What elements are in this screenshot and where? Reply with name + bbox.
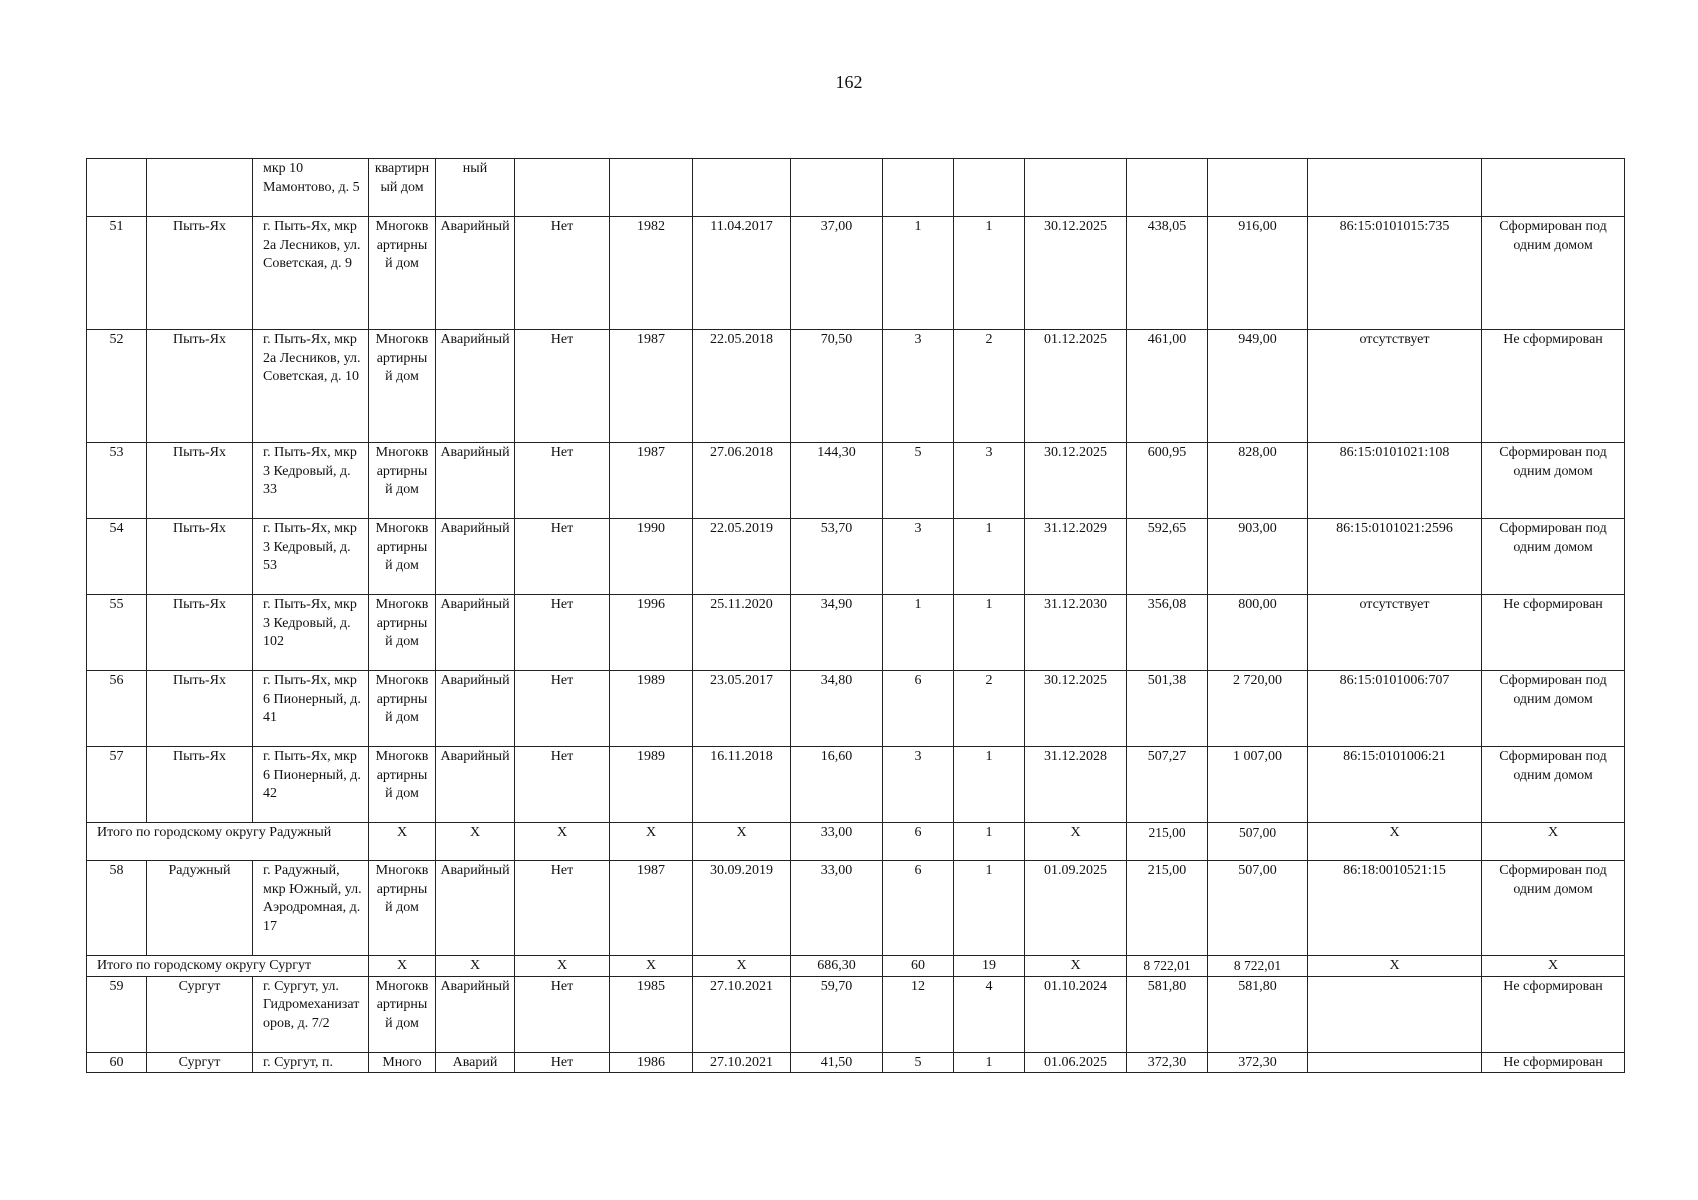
cell-deadline: 30.12.2025 <box>1025 217 1127 330</box>
cell-type: Многоквартирный дом <box>369 861 436 956</box>
cell-year: 1996 <box>610 595 693 671</box>
cell-land: Не сформирован <box>1482 595 1625 671</box>
cell-v2 <box>1208 159 1308 217</box>
cell-type: квартирный дом <box>369 159 436 217</box>
cell-num: 59 <box>87 976 147 1052</box>
cell-cad: X <box>1308 823 1482 861</box>
cell-date: 16.11.2018 <box>693 747 791 823</box>
cell-c1: 6 <box>883 823 954 861</box>
cell-c1: 6 <box>883 861 954 956</box>
cell-deadline: 31.12.2030 <box>1025 595 1127 671</box>
cell-land: X <box>1482 823 1625 861</box>
cell-c2: 1 <box>954 1052 1025 1073</box>
cell-land: Сформирован под одним домом <box>1482 671 1625 747</box>
cell-cad: отсутствует <box>1308 595 1482 671</box>
cell-land: Сформирован под одним домом <box>1482 861 1625 956</box>
cell-v2: 507,00 <box>1208 823 1308 861</box>
total-row <box>87 823 1625 861</box>
cell-deadline: 01.12.2025 <box>1025 330 1127 443</box>
cell-status: Аварийный <box>436 519 515 595</box>
cell-address: г. Радужный, мкр Южный, ул. Аэродромная, д. 17 <box>253 861 369 956</box>
cell-v1: 501,38 <box>1127 671 1208 747</box>
cell-v1: 592,65 <box>1127 519 1208 595</box>
cell-c1: 12 <box>883 976 954 1052</box>
cell-c1: 3 <box>883 330 954 443</box>
cell-v2: 8 722,01 <box>1208 956 1308 977</box>
cell-area: 144,30 <box>791 443 883 519</box>
cell-cad: 86:15:0101021:108 <box>1308 443 1482 519</box>
cell-type: X <box>369 956 436 977</box>
cell-c2: 1 <box>954 519 1025 595</box>
cell-c1: 6 <box>883 671 954 747</box>
cell-address: г. Сургут, п. <box>253 1052 369 1073</box>
cell-rel: Нет <box>515 747 610 823</box>
cell-c2: 1 <box>954 217 1025 330</box>
cell-rel: Нет <box>515 330 610 443</box>
cell-c1: 5 <box>883 443 954 519</box>
cell-v2: 1 007,00 <box>1208 747 1308 823</box>
cell-city <box>147 159 253 217</box>
cell-deadline: 31.12.2029 <box>1025 519 1127 595</box>
cell-v1: 438,05 <box>1127 217 1208 330</box>
cell-land: Не сформирован <box>1482 1052 1625 1073</box>
cell-num: 52 <box>87 330 147 443</box>
table-row <box>87 1052 1625 1073</box>
cell-num: 60 <box>87 1052 147 1073</box>
cell-v1: 8 722,01 <box>1127 956 1208 977</box>
cell-cad: 86:18:0010521:15 <box>1308 861 1482 956</box>
cell-num: 57 <box>87 747 147 823</box>
cell-v1: 507,27 <box>1127 747 1208 823</box>
cell-deadline <box>1025 159 1127 217</box>
cell-v1: 356,08 <box>1127 595 1208 671</box>
cell-rel: Нет <box>515 443 610 519</box>
cell-type: Многоквартирный дом <box>369 443 436 519</box>
cell-date: 25.11.2020 <box>693 595 791 671</box>
housing-table <box>86 158 1625 1073</box>
cell-status: Аварийный <box>436 595 515 671</box>
cell-num: 54 <box>87 519 147 595</box>
cell-year: 1987 <box>610 443 693 519</box>
cell-v2: 372,30 <box>1208 1052 1308 1073</box>
cell-cad: 86:15:0101021:2596 <box>1308 519 1482 595</box>
cell-status: X <box>436 823 515 861</box>
table-row <box>87 330 1625 443</box>
cell-area: 59,70 <box>791 976 883 1052</box>
cell-date: 22.05.2019 <box>693 519 791 595</box>
cell-status: X <box>436 956 515 977</box>
cell-land: Не сформирован <box>1482 330 1625 443</box>
cell-status: Аварийный <box>436 747 515 823</box>
cell-area: 686,30 <box>791 956 883 977</box>
cell-address: г. Пыть-Ях, мкр 3 Кедровый, д. 33 <box>253 443 369 519</box>
cell-status: Аварийный <box>436 217 515 330</box>
table-row <box>87 595 1625 671</box>
cell-status: ный <box>436 159 515 217</box>
cell-date: 27.10.2021 <box>693 1052 791 1073</box>
table-row <box>87 976 1625 1052</box>
cell-date: X <box>693 956 791 977</box>
cell-land <box>1482 159 1625 217</box>
cell-area: 16,60 <box>791 747 883 823</box>
cell-date: 30.09.2019 <box>693 861 791 956</box>
cell-city: Сургут <box>147 976 253 1052</box>
cell-date: 11.04.2017 <box>693 217 791 330</box>
cell-type: Многоквартирный дом <box>369 217 436 330</box>
cell-c2: 1 <box>954 747 1025 823</box>
cell-deadline: X <box>1025 956 1127 977</box>
cell-type: Многоквартирный дом <box>369 330 436 443</box>
cell-num: 58 <box>87 861 147 956</box>
cell-c2: 19 <box>954 956 1025 977</box>
cell-c2 <box>954 159 1025 217</box>
cell-land: Сформирован под одним домом <box>1482 443 1625 519</box>
cell-status: Аварийный <box>436 330 515 443</box>
cell-status: Аварийный <box>436 671 515 747</box>
cell-type: X <box>369 823 436 861</box>
cell-type: Многоквартирный дом <box>369 595 436 671</box>
total-row <box>87 956 1625 977</box>
cell-area: 34,80 <box>791 671 883 747</box>
table-row <box>87 443 1625 519</box>
cell-c2: 1 <box>954 823 1025 861</box>
cell-label: Итого по городскому округу Радужный <box>87 823 369 861</box>
cell-date: 22.05.2018 <box>693 330 791 443</box>
cell-land: Сформирован под одним домом <box>1482 747 1625 823</box>
cell-area: 53,70 <box>791 519 883 595</box>
cell-v2: 916,00 <box>1208 217 1308 330</box>
cell-cad <box>1308 1052 1482 1073</box>
cell-deadline: X <box>1025 823 1127 861</box>
table-row <box>87 217 1625 330</box>
cell-c1: 3 <box>883 747 954 823</box>
cell-land: X <box>1482 956 1625 977</box>
cell-year: 1990 <box>610 519 693 595</box>
cell-address: г. Пыть-Ях, мкр 2а Лесников, ул. Советская, д. 9 <box>253 217 369 330</box>
cell-c1: 60 <box>883 956 954 977</box>
cell-city: Пыть-Ях <box>147 217 253 330</box>
cell-address: г. Пыть-Ях, мкр 6 Пионерный, д. 41 <box>253 671 369 747</box>
cell-rel: Нет <box>515 217 610 330</box>
cell-v2: 581,80 <box>1208 976 1308 1052</box>
cell-date: 23.05.2017 <box>693 671 791 747</box>
cell-rel: Нет <box>515 595 610 671</box>
cell-num: 56 <box>87 671 147 747</box>
table-row <box>87 519 1625 595</box>
cell-cad: отсутствует <box>1308 330 1482 443</box>
cell-year: 1989 <box>610 747 693 823</box>
cell-type: Много <box>369 1052 436 1073</box>
cell-type: Многоквартирный дом <box>369 671 436 747</box>
cell-rel: Нет <box>515 976 610 1052</box>
cell-year: 1987 <box>610 861 693 956</box>
cell-type: Многоквартирный дом <box>369 519 436 595</box>
cell-c2: 1 <box>954 861 1025 956</box>
cell-area: 34,90 <box>791 595 883 671</box>
cell-address: г. Пыть-Ях, мкр 3 Кедровый, д. 53 <box>253 519 369 595</box>
table-row <box>87 861 1625 956</box>
cell-city: Пыть-Ях <box>147 330 253 443</box>
cell-cad <box>1308 159 1482 217</box>
cell-rel: X <box>515 823 610 861</box>
cell-num <box>87 159 147 217</box>
cell-year: X <box>610 956 693 977</box>
cell-area: 33,00 <box>791 861 883 956</box>
cell-cad: X <box>1308 956 1482 977</box>
cell-cad <box>1308 976 1482 1052</box>
cell-city: Пыть-Ях <box>147 443 253 519</box>
cell-land: Сформирован под одним домом <box>1482 519 1625 595</box>
cell-status: Аварий <box>436 1052 515 1073</box>
table-row <box>87 159 1625 217</box>
cell-date: 27.10.2021 <box>693 976 791 1052</box>
cell-city: Сургут <box>147 1052 253 1073</box>
cell-rel: Нет <box>515 1052 610 1073</box>
cell-address: г. Пыть-Ях, мкр 2а Лесников, ул. Советская, д. 10 <box>253 330 369 443</box>
page-number: 162 <box>835 72 863 92</box>
cell-area <box>791 159 883 217</box>
cell-date <box>693 159 791 217</box>
cell-num: 55 <box>87 595 147 671</box>
cell-cad: 86:15:0101006:707 <box>1308 671 1482 747</box>
cell-year: 1985 <box>610 976 693 1052</box>
cell-deadline: 01.10.2024 <box>1025 976 1127 1052</box>
cell-rel: Нет <box>515 519 610 595</box>
cell-address: мкр 10 Мамонтово, д. 5 <box>253 159 369 217</box>
cell-date: X <box>693 823 791 861</box>
cell-v2: 828,00 <box>1208 443 1308 519</box>
cell-num: 51 <box>87 217 147 330</box>
cell-v2: 507,00 <box>1208 861 1308 956</box>
cell-area: 37,00 <box>791 217 883 330</box>
cell-c1: 3 <box>883 519 954 595</box>
cell-year <box>610 159 693 217</box>
cell-deadline: 30.12.2025 <box>1025 671 1127 747</box>
cell-city: Пыть-Ях <box>147 747 253 823</box>
cell-c2: 2 <box>954 671 1025 747</box>
cell-rel: X <box>515 956 610 977</box>
cell-area: 33,00 <box>791 823 883 861</box>
cell-v2: 949,00 <box>1208 330 1308 443</box>
cell-deadline: 31.12.2028 <box>1025 747 1127 823</box>
cell-c1 <box>883 159 954 217</box>
cell-type: Многоквартирный дом <box>369 976 436 1052</box>
cell-address: г. Пыть-Ях, мкр 3 Кедровый, д. 102 <box>253 595 369 671</box>
cell-c2: 4 <box>954 976 1025 1052</box>
cell-type: Многоквартирный дом <box>369 747 436 823</box>
table-row <box>87 747 1625 823</box>
cell-status: Аварийный <box>436 861 515 956</box>
table-body <box>87 159 1625 1073</box>
cell-num: 53 <box>87 443 147 519</box>
cell-city: Пыть-Ях <box>147 671 253 747</box>
cell-land: Не сформирован <box>1482 976 1625 1052</box>
cell-v1: 600,95 <box>1127 443 1208 519</box>
cell-c1: 5 <box>883 1052 954 1073</box>
cell-deadline: 01.09.2025 <box>1025 861 1127 956</box>
cell-label: Итого по городскому округу Сургут <box>87 956 369 977</box>
cell-c2: 3 <box>954 443 1025 519</box>
cell-v1: 215,00 <box>1127 861 1208 956</box>
cell-c2: 2 <box>954 330 1025 443</box>
cell-city: Радужный <box>147 861 253 956</box>
cell-cad: 86:15:0101006:21 <box>1308 747 1482 823</box>
cell-cad: 86:15:0101015:735 <box>1308 217 1482 330</box>
cell-v2: 800,00 <box>1208 595 1308 671</box>
cell-area: 41,50 <box>791 1052 883 1073</box>
cell-year: 1987 <box>610 330 693 443</box>
cell-city: Пыть-Ях <box>147 519 253 595</box>
cell-area: 70,50 <box>791 330 883 443</box>
cell-c2: 1 <box>954 595 1025 671</box>
cell-date: 27.06.2018 <box>693 443 791 519</box>
cell-v1 <box>1127 159 1208 217</box>
cell-v1: 215,00 <box>1127 823 1208 861</box>
cell-c1: 1 <box>883 595 954 671</box>
cell-address: г. Сургут, ул. Гидромеханизаторов, д. 7/2 <box>253 976 369 1052</box>
cell-year: X <box>610 823 693 861</box>
cell-rel: Нет <box>515 861 610 956</box>
cell-v1: 581,80 <box>1127 976 1208 1052</box>
cell-address: г. Пыть-Ях, мкр 6 Пионерный, д. 42 <box>253 747 369 823</box>
cell-year: 1989 <box>610 671 693 747</box>
cell-deadline: 01.06.2025 <box>1025 1052 1127 1073</box>
cell-year: 1986 <box>610 1052 693 1073</box>
cell-deadline: 30.12.2025 <box>1025 443 1127 519</box>
cell-status: Аварийный <box>436 443 515 519</box>
cell-city: Пыть-Ях <box>147 595 253 671</box>
cell-v2: 903,00 <box>1208 519 1308 595</box>
cell-c1: 1 <box>883 217 954 330</box>
cell-v1: 372,30 <box>1127 1052 1208 1073</box>
cell-v1: 461,00 <box>1127 330 1208 443</box>
cell-land: Сформирован под одним домом <box>1482 217 1625 330</box>
cell-rel: Нет <box>515 671 610 747</box>
table-row <box>87 671 1625 747</box>
cell-rel <box>515 159 610 217</box>
cell-status: Аварийный <box>436 976 515 1052</box>
cell-year: 1982 <box>610 217 693 330</box>
cell-v2: 2 720,00 <box>1208 671 1308 747</box>
